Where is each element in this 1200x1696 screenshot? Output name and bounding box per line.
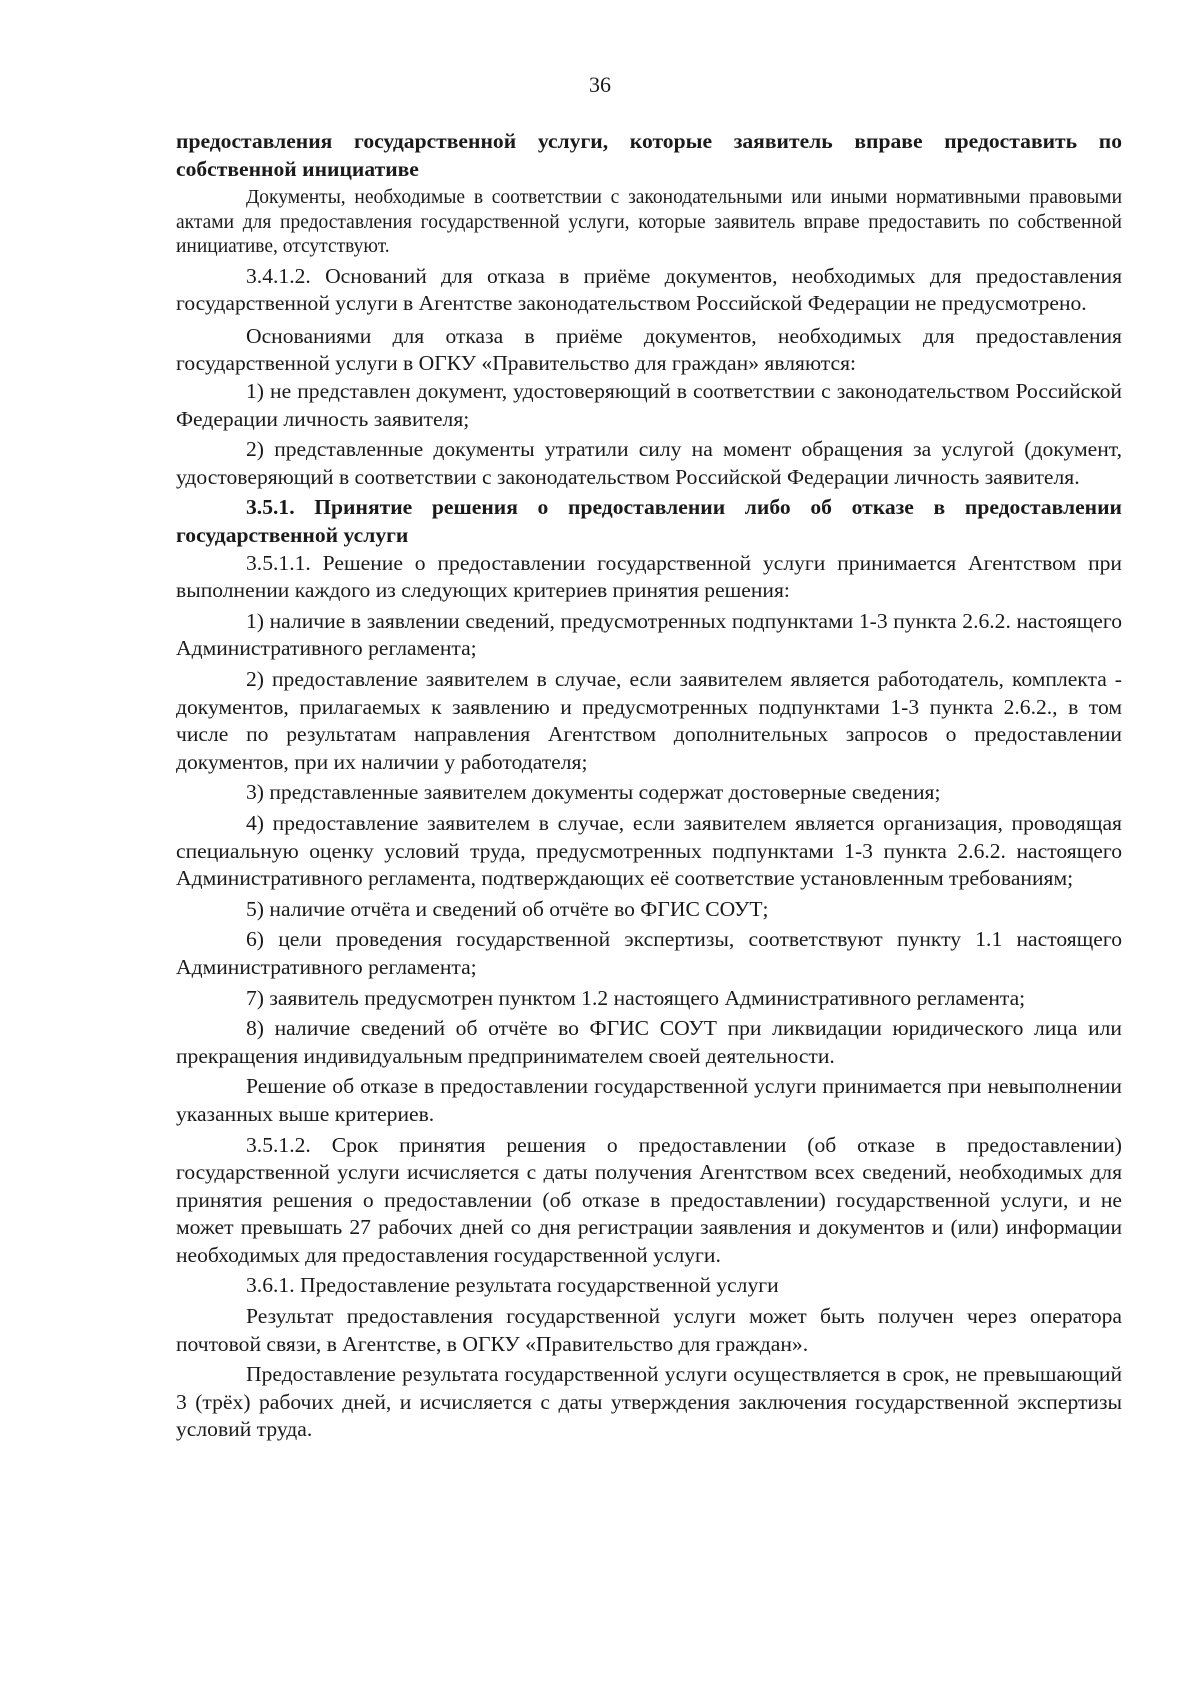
list-item: 1) наличие в заявлении сведений, предусмотренных подпунктами 1-3 пункта 2.6.2. настоящего Административного регламента; — [176, 608, 1122, 661]
document-body — [176, 128, 1122, 1444]
paragraph: 3.5.1.2. Срок принятия решения о предоставлении (об отказе в предоставлении) государственной услуги исчисляется с даты получения Агентством всех сведений, необходимых для принятия решения о предоставлении (об отказе в предоставлении) государственной услуги, и не может превышать 27 рабочих дней со дня регистрации заявления и документов и (или) информации необходимых для предоставления государственной услуги. — [176, 1132, 1122, 1267]
page-number: 36 — [589, 72, 611, 97]
section-heading: 3.5.1. Принятие решения о предоставлении либо об отказе в предоставлении государственной услуги — [176, 495, 1122, 548]
list-item: 2) предоставление заявителем в случае, если заявителем является работодатель, комплекта - документов, прилагаемых к заявлению и предусмотренных подпунктами 1-3 пункта 2.6.2., в том числе по результатам направления Агентством дополнительных запросов о предоставлении документов, при их наличии у работодателя; — [176, 667, 1122, 774]
paragraph: Предоставление результата государственной услуги осуществляется в срок, не превышающий 3 (трёх) рабочих дней, и исчисляется с даты утверждения заключения государственной экспертизы условий труда. — [176, 1362, 1122, 1442]
list-item: 8) наличие сведений об отчёте во ФГИС СОУТ при ликвидации юридического лица или прекращения индивидуальным предпринимателем своей деятельности. — [176, 1016, 1122, 1068]
list-item: 1) не представлен документ, удостоверяющий в соответствии с законодательством Российской Федерации личность заявителя; — [176, 379, 1122, 431]
list-item: 4) предоставление заявителем в случае, если заявителем является организация, проводящая специальную оценку условий труда, предусмотренных подпунктами 1-3 пункта 2.6.2. настоящего Административного регламента, подтверждающих её соответствие установленным требованиям; — [176, 810, 1122, 891]
section-heading-continued: предоставления государственной услуги, которые заявитель вправе предоставить по собственной инициативе — [176, 129, 1122, 181]
list-item: 3) представленные заявителем документы содержат достоверные сведения; — [246, 780, 941, 805]
paragraph: 3.5.1.1. Решение о предоставлении государственной услуги принимается Агентством при выполнении каждого из следующих критериев принятия решения: — [176, 550, 1122, 603]
list-item: 7) заявитель предусмотрен пунктом 1.2 настоящего Административного регламента; — [246, 985, 1026, 1010]
list-item: 2) представленные документы утратили силу на момент обращения за услугой (документ, удостоверяющий в соответствии с законодательством Российской Федерации личность заявителя. — [176, 437, 1122, 489]
list-item: 6) цели проведения государственной экспертизы, соответствуют пункту 1.1 настоящего Административного регламента; — [176, 927, 1122, 979]
list-item: 5) наличие отчёта и сведений об отчёте во ФГИС СОУТ; — [246, 896, 769, 921]
paragraph: Результат предоставления государственной услуги может быть получен через оператора почтовой связи, в Агентстве, в ОГКУ «Правительство для граждан». — [176, 1304, 1122, 1356]
paragraph: Основаниями для отказа в приёме документов, необходимых для предоставления государственной услуги в ОГКУ «Правительство для граждан» являются: — [176, 323, 1122, 376]
paragraph: Документы, необходимые в соответствии с законодательными или иными нормативными правовыми актами для предоставления государственной услуги, которые заявитель вправе предоставить по собственной инициативе, отсутствуют. — [176, 187, 1122, 258]
section-heading-plain: 3.6.1. Предоставление результата государственной услуги — [246, 1273, 779, 1298]
paragraph: 3.4.1.2. Оснований для отказа в приёме документов, необходимых для предоставления государственной услуги в Агентстве законодательством Российской Федерации не предусмотрено. — [176, 263, 1122, 316]
paragraph: Решение об отказе в предоставлении государственной услуги принимается при невыполнении указанных выше критериев. — [176, 1074, 1122, 1126]
